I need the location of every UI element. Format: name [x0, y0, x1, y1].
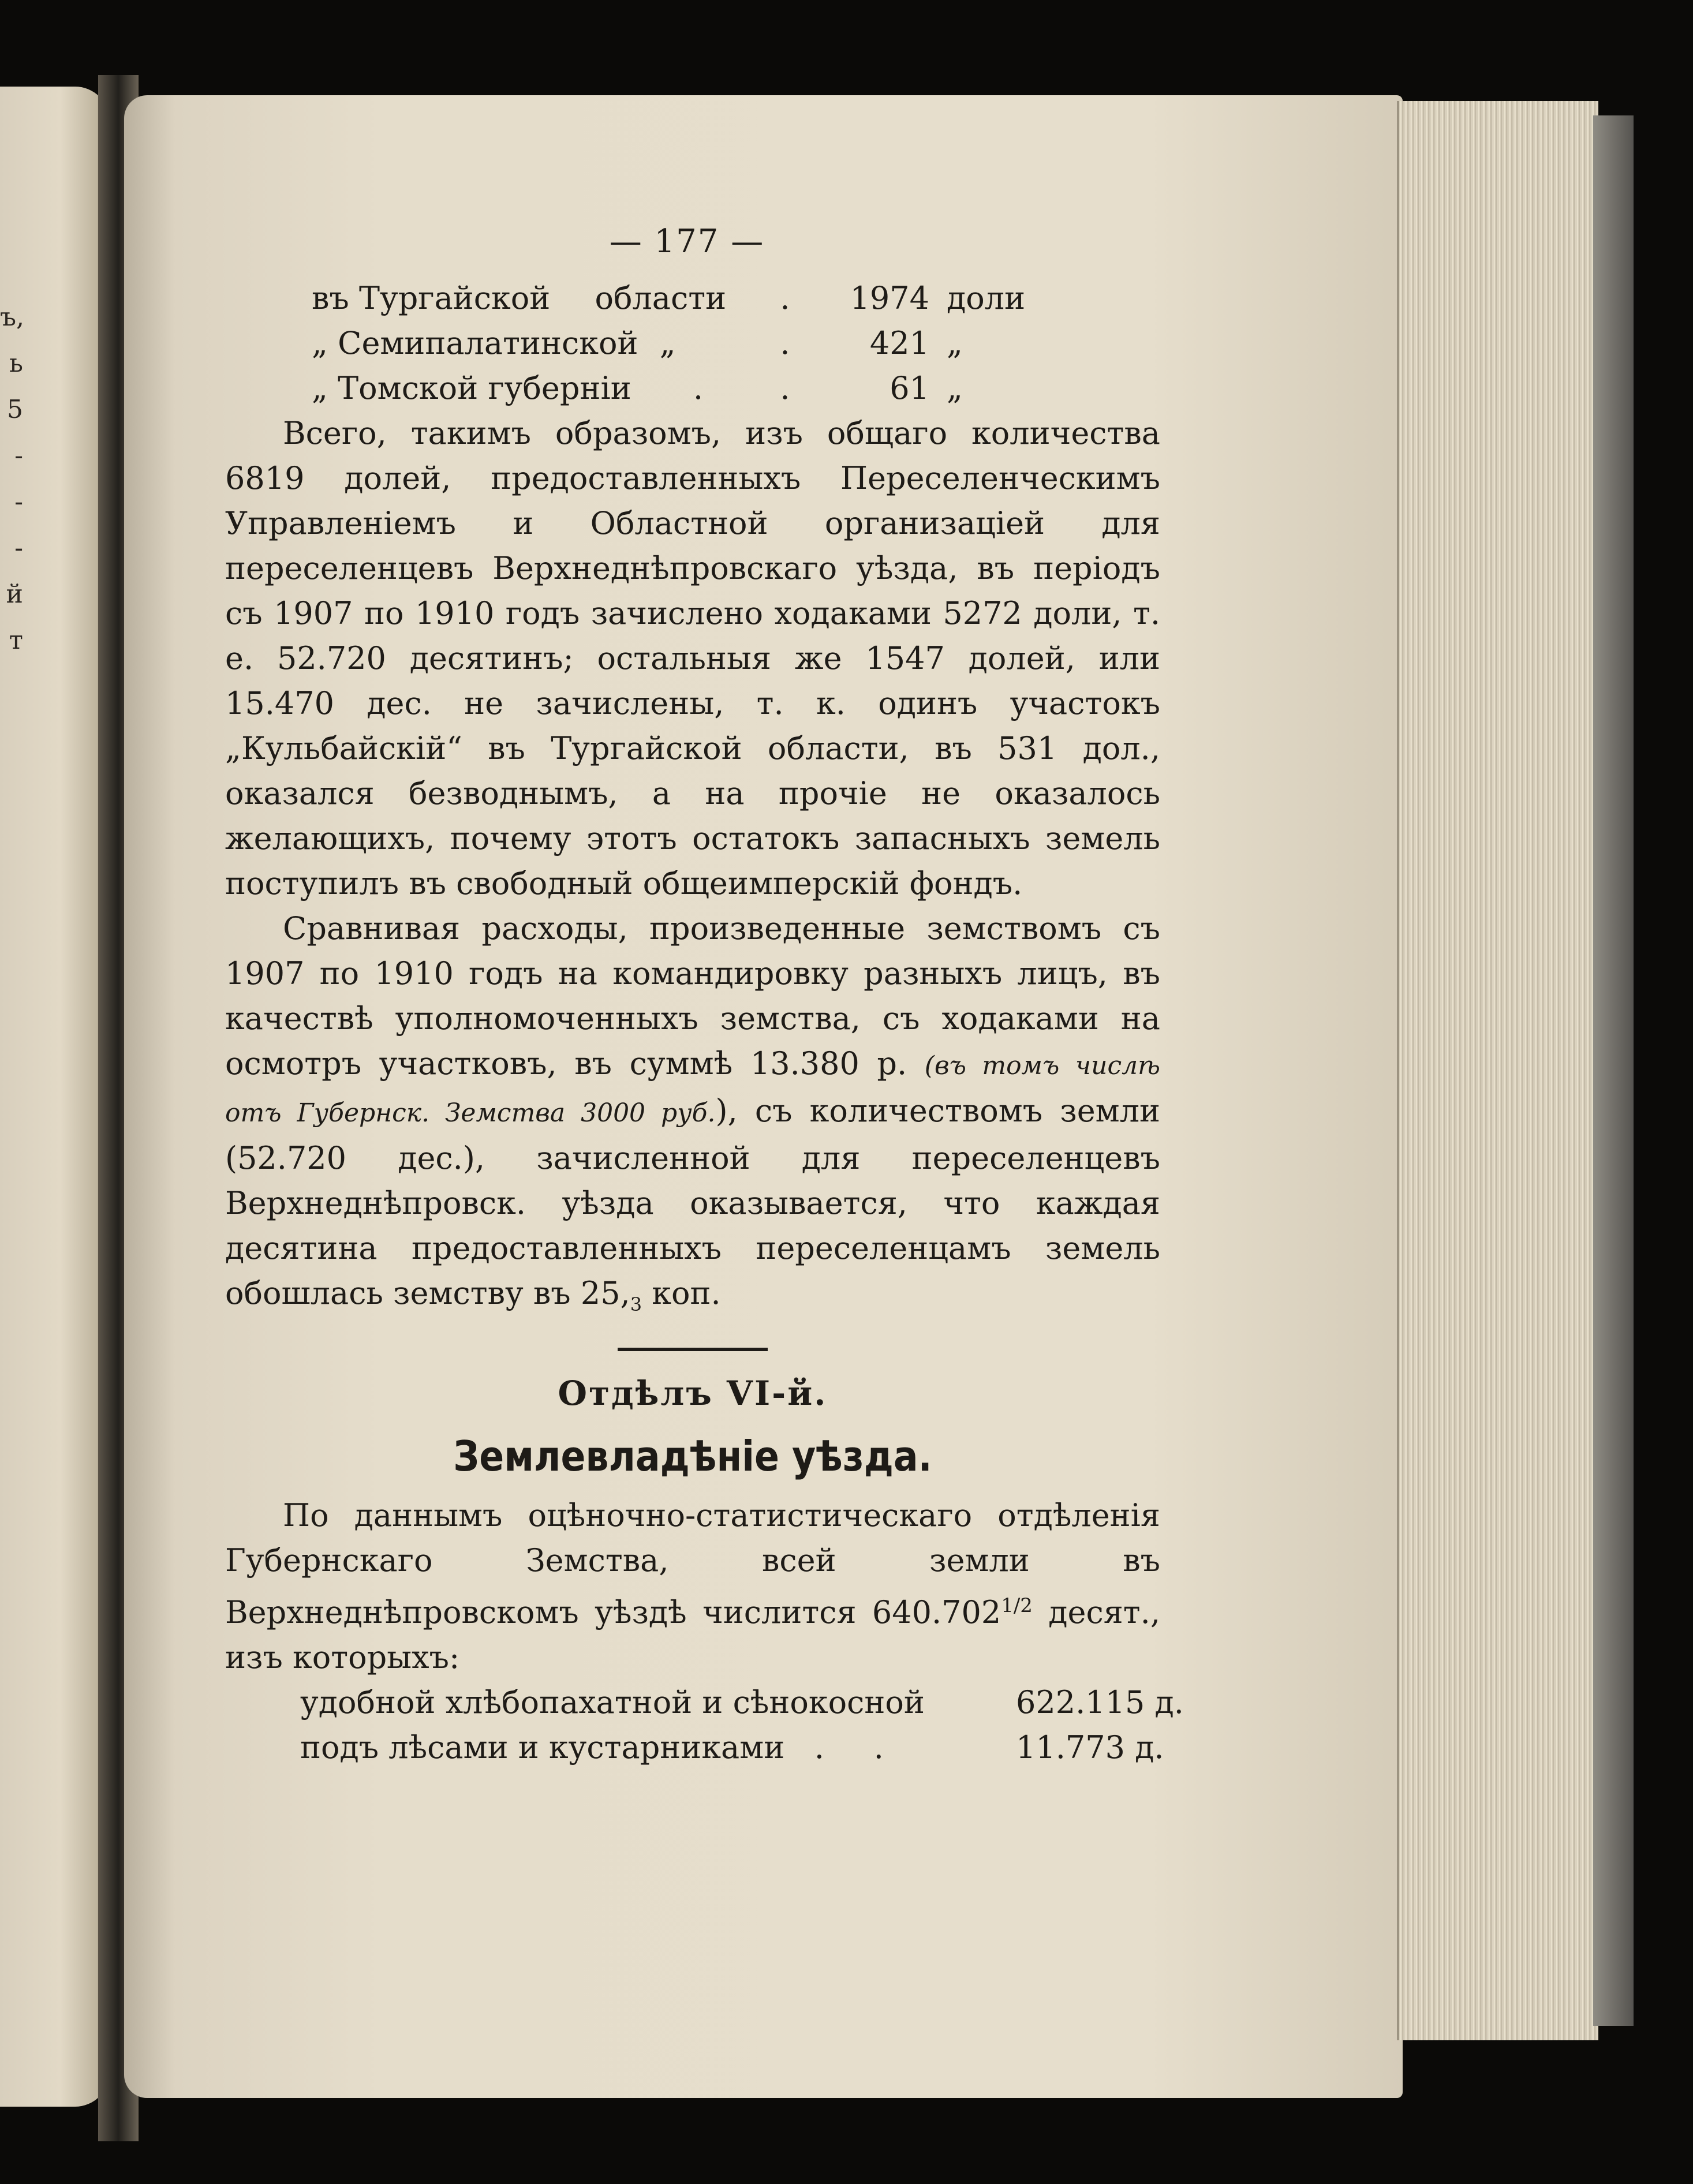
margin-char: т	[9, 626, 23, 655]
region-row: „ Семипалатинской „ . 421 „	[225, 321, 1160, 366]
region-name: Тургайской	[358, 280, 551, 316]
book-cover	[1593, 115, 1634, 2026]
section-title: Отдѣлъ VI-й.	[558, 1373, 828, 1413]
region-value: 421	[869, 325, 929, 361]
page-content	[225, 219, 1184, 1770]
paragraph: Сравнивая расходы, произведенные земствомъ съ 1907 по 1910 годъ на командировку разныхъ лицъ, въ качествѣ уполномоченныхъ земства, съ ходаками на осмотръ участковъ, въ суммѣ 13.380 р. (въ томъ числѣ отъ Губернск. Земства 3000 руб.), съ количествомъ земли (52.720 дес.), зачисленной для переселенцевъ Верхнеднѣпровск. уѣзда оказывается, что каждая десятина предоставленныхъ переселенцамъ земель обошлась земству въ $25,_3$ коп.	[225, 910, 1160, 1315]
region-value: 1974	[850, 280, 929, 316]
margin-char: ь	[9, 349, 23, 378]
margin-char: -	[14, 441, 23, 470]
page-number: — 177 —	[609, 223, 765, 260]
section-heading: Землевладѣніе уѣзда.	[453, 1431, 932, 1480]
margin-char: 5	[7, 395, 23, 424]
paragraph: Всего, такимъ образомъ, изъ общаго количества 6819 долей, предоставленныхъ Переселенческимъ Управленіемъ и Областной организаціей для переселенцевъ Верхнеднѣпровскаго уѣзда, въ періодъ съ 1907 по 1910 годъ зачислено ходаками 5272 доли, т. е. 52.720 десятинъ; остальныя же 1547 долей, или 15.470 дес. не зачислены, т. к. одинъ участокъ „Кульбайскій“ въ Тургайской области, въ 531 дол., оказался безводнымъ, а на прочіе не оказалось желающихъ, почему этотъ остатокъ запасныхъ земель поступилъ въ свободный общеимперскій фондъ.	[225, 415, 1160, 902]
margin-char: ъ,	[0, 302, 24, 332]
section-divider	[618, 1348, 768, 1351]
region-value: 61	[890, 370, 929, 406]
margin-char: й	[6, 579, 23, 609]
margin-char: -	[14, 533, 23, 563]
margin-char: -	[14, 487, 23, 517]
region-name: Томской губерніи	[338, 370, 631, 406]
land-item: удобной хлѣбопахатной и сѣнокосной 622.115 д.	[300, 1684, 1184, 1721]
left-page-margin-text	[0, 294, 23, 664]
region-row: въ Тургайской области . 1974 доли	[225, 276, 1160, 321]
land-item: подъ лѣсами и кустарниками . . 11.773 д.	[300, 1729, 1164, 1766]
paragraph: По даннымъ оцѣночно-статистическаго отдѣленія Губернскаго Земства, всей земли въ Верхнеднѣпровскомъ уѣздѣ числится $640.702^{1/2}$ десят., изъ которыхъ:	[225, 1497, 1160, 1676]
region-row: „ Томской губерніи . . 61 „	[225, 366, 1160, 411]
page-edges	[1397, 101, 1598, 2040]
italic-note: (въ томъ числѣ отъ Губернск. Земства 3000 руб.	[225, 1051, 1160, 1128]
region-name: Семипалатинской	[338, 325, 638, 361]
